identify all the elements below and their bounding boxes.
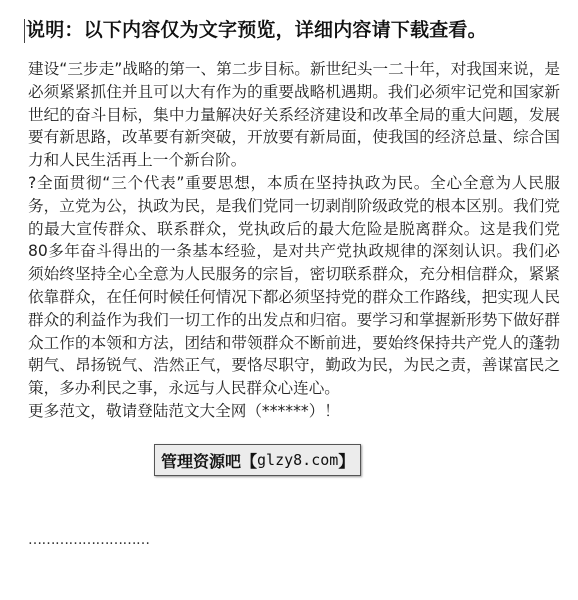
watermark-label: 管理资源吧 (161, 451, 242, 471)
watermark-domain: glzy8.com (257, 451, 339, 469)
preview-notice: 说明：以下内容仅为文字预览，详细内容请下载查看。 (26, 19, 487, 41)
paragraph: ?全面贯彻“三个代表”重要思想，本质在坚持执政为民。全心全意为人民服务，立党为公，执政为民，是我们党同一切剥削阶级政党的根本区别。我们党的最大宣传群众、联系群众，党执政后的最大危险是脱离群众。这是我们党80多年奋斗得出的一条基本经验，是对共产党执政规律的深刻认识。我们必须始终坚持全心全意为人民服务的宗旨，密切联系群众，充分相信群众，紧紧依靠群众，在任何时候任何情况下都必须坚持党的群众工作路线，把实现人民群众的利益作为我们一切工作的出发点和归宿。要学习和掌握新形势下做好群众工作的本领和方法，团结和带领群众不断前进，要始终保持共产党人的蓬勃朝气、昂扬锐气、浩然正气，要恪尽职守，勤政为民，为民之责，善谋富民之策，多办利民之事，永远与人民群众心连心。 (28, 173, 560, 398)
text-cursor (24, 19, 25, 43)
document-body (28, 58, 560, 423)
dotted-separator: ……………………… (28, 532, 150, 548)
paragraph: 建设“三步走”战略的第一、第二步目标。新世纪头一二十年，对我国来说，是必须紧紧抓住并且可以大有作为的重要战略机遇期。我们必须牢记党和国家新世纪的奋斗目标，集中力量解决好关系经济建设和改革全局的重大问题，发展要有新思路，改革要有新突破，开放要有新局面，使我国的经济总量、综合国力和人民生活再上一个新台阶。 (28, 60, 560, 170)
watermark-bracket-close: 】 (338, 451, 355, 471)
watermark-bracket-open: 【 (241, 451, 258, 471)
watermark-banner (154, 444, 361, 476)
paragraph: 更多范文，敬请登陆范文大全网（******）！ (28, 401, 340, 420)
